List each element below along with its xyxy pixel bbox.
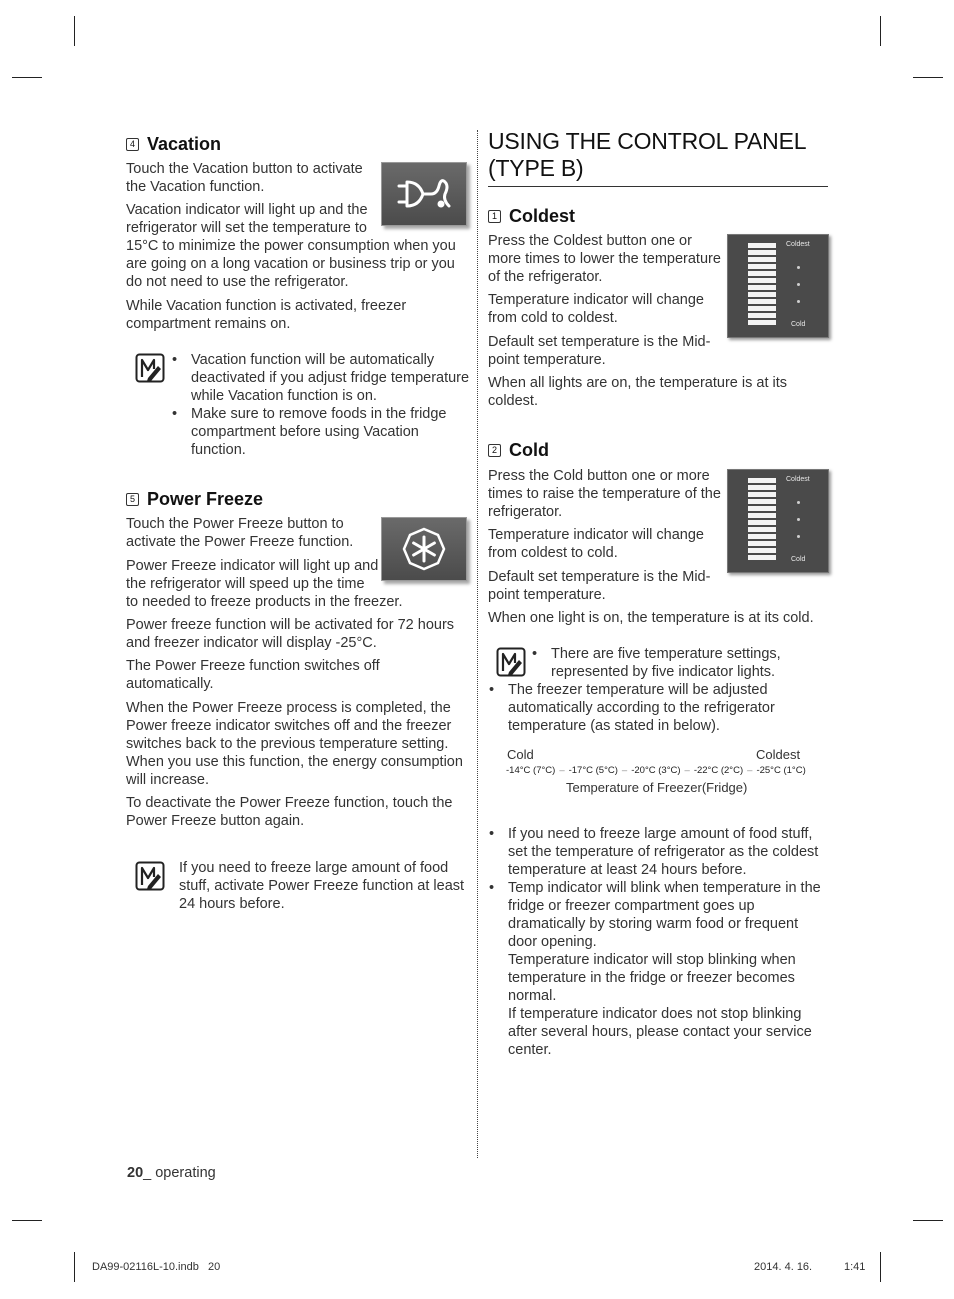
coldest-paragraph: Temperature indicator will change from cold to coldest. <box>488 292 704 326</box>
note-item: • Vacation function will be automatically deactivated if you adjust fridge temperature while Vacation function is on. <box>170 351 470 405</box>
section-number: 2 <box>488 444 501 457</box>
power-freeze-paragraph: Power freeze function will be activated for 72 hours and freezer indicator will display -25°C. <box>126 617 455 651</box>
cold-indicator-panel <box>727 469 829 573</box>
note-icon <box>496 647 526 677</box>
vacation-plug-icon <box>393 174 455 214</box>
note-item: • If you need to freeze large amount of food stuff, set the temperature of refrigerator as the coldest temperature at least 24 hours before. <box>487 825 827 879</box>
power-freeze-note: If you need to freeze large amount of food stuff, activate Power Freeze function at least 24 hours before. <box>179 860 465 912</box>
scale-right-label: Coldest <box>756 747 801 762</box>
power-freeze-paragraph: The Power Freeze function switches off automatically. <box>126 658 380 692</box>
snowflake-icon <box>401 526 447 572</box>
coldest-heading <box>488 206 575 227</box>
power-freeze-button-image <box>381 517 467 581</box>
note-item: • Temp indicator will blink when temperature in the fridge or freezer compartment goes up dramatically by storing warm food or frequent door opening. Temperature indicator will stop blinking when temperature in the fridge or freezer becomes normal. If temperature indicator does not stop blinking after several hours, please contact your service center. <box>487 879 827 1059</box>
page-section: _ operating <box>143 1165 216 1181</box>
crop-mark <box>74 1252 75 1282</box>
note-icon <box>135 861 165 891</box>
scale-step: -20°C (3°C) <box>631 765 681 776</box>
coldest-paragraph: When all lights are on, the temperature is at its coldest. <box>488 375 788 409</box>
cold-paragraph: Default set temperature is the Mid-point temperature. <box>488 569 711 603</box>
scale-step: -25°C (1°C) <box>756 765 806 776</box>
power-freeze-heading <box>126 489 263 510</box>
crop-mark <box>913 77 943 78</box>
note-item: • Make sure to remove foods in the fridge compartment before using Vacation function. <box>170 405 470 459</box>
panel-label-cold: Cold <box>791 321 806 328</box>
coldest-paragraph: Default set temperature is the Mid-point temperature. <box>488 334 711 368</box>
cold-paragraph: Temperature indicator will change from coldest to cold. <box>488 527 704 561</box>
section-number: 5 <box>126 493 139 506</box>
file-info: DA99-02116L-10.indb 20 <box>92 1261 221 1273</box>
panel-notes-b <box>487 825 827 1059</box>
vacation-paragraph: Touch the Vacation button to activate the Vacation function. <box>126 161 363 195</box>
scale-step: -17°C (5°C) <box>568 765 618 776</box>
vacation-heading <box>126 134 221 155</box>
page-title: USING THE CONTROL PANEL (TYPE B) <box>488 128 806 181</box>
vacation-paragraph: 15°C to minimize the power consumption when you are going on a long vacation or business trip or you do not need to use the refrigerator. <box>126 238 456 290</box>
crop-mark <box>880 1252 881 1282</box>
power-freeze-paragraph: To deactivate the Power Freeze function, touch the Power Freeze button again. <box>126 795 453 829</box>
section-number: 1 <box>488 210 501 223</box>
page-footer <box>127 1164 216 1182</box>
note-item: • The freezer temperature will be adjusted automatically according to the refrigerator temperature (as stated in below). <box>487 681 797 735</box>
title-rule <box>488 186 828 187</box>
cold-heading <box>488 440 549 461</box>
panel-note-2 <box>487 681 797 735</box>
column-divider <box>477 130 478 1158</box>
cold-title: Cold <box>509 440 549 460</box>
section-number: 4 <box>126 138 139 151</box>
crop-mark <box>12 77 42 78</box>
coldest-indicator-panel <box>727 234 829 338</box>
vacation-notes <box>170 351 470 459</box>
crop-mark <box>913 1220 943 1221</box>
vacation-paragraph: Vacation indicator will light up and the refrigerator will set the temperature to <box>126 202 368 236</box>
cold-paragraph: Press the Cold button one or more times to raise the temperature of the refrigerator. <box>488 468 721 520</box>
coldest-paragraph: Press the Coldest button one or more times to lower the temperature of the refrigerator. <box>488 233 721 285</box>
vacation-button-image <box>381 162 467 226</box>
crop-mark <box>74 16 75 46</box>
scale-step: -14°C (7°C) <box>506 765 556 776</box>
note-item: • There are five temperature settings, represented by five indicator lights. <box>530 645 790 681</box>
panel-label-coldest: Coldest <box>786 241 810 248</box>
note-icon <box>135 353 165 383</box>
scale-left-label: Cold <box>507 747 534 762</box>
indicator-bars <box>748 478 776 560</box>
panel-note-1 <box>530 645 790 681</box>
power-freeze-paragraph: Power Freeze indicator will light up and the refrigerator will speed up the time <box>126 558 379 592</box>
scale-caption: Temperature of Freezer(Fridge) <box>566 780 748 795</box>
coldest-title: Coldest <box>509 206 576 226</box>
print-date: 2014. 4. 16. <box>754 1261 813 1273</box>
indicator-bars <box>748 243 776 325</box>
cold-paragraph: When one light is on, the temperature is at its cold. <box>488 610 814 626</box>
print-time: 1:41 <box>844 1261 866 1273</box>
vacation-paragraph: While Vacation function is activated, freezer compartment remains on. <box>126 298 407 332</box>
page-number: 20 <box>127 1165 144 1181</box>
crop-mark <box>880 16 881 46</box>
power-freeze-paragraph: When the Power Freeze process is completed, the Power freeze indicator switches off and the freezer switches back to the previous temperature setting. When you use this function, the energy consumption will increase. <box>126 700 463 788</box>
power-freeze-paragraph: to needed to freeze products in the freezer. <box>126 594 403 610</box>
power-freeze-paragraph: Touch the Power Freeze button to activate the Power Freeze function. <box>126 516 354 550</box>
vacation-title: Vacation <box>147 134 222 154</box>
power-freeze-title: Power Freeze <box>147 489 264 509</box>
panel-label-cold: Cold <box>791 556 806 563</box>
temperature-scale: -14°C (7°C) – -17°C (5°C) – -20°C (3°C) – -22°C (2°C) – -25°C (1°C) <box>506 765 806 776</box>
crop-mark <box>12 1220 42 1221</box>
panel-label-coldest: Coldest <box>786 476 810 483</box>
scale-step: -22°C (2°C) <box>693 765 744 776</box>
